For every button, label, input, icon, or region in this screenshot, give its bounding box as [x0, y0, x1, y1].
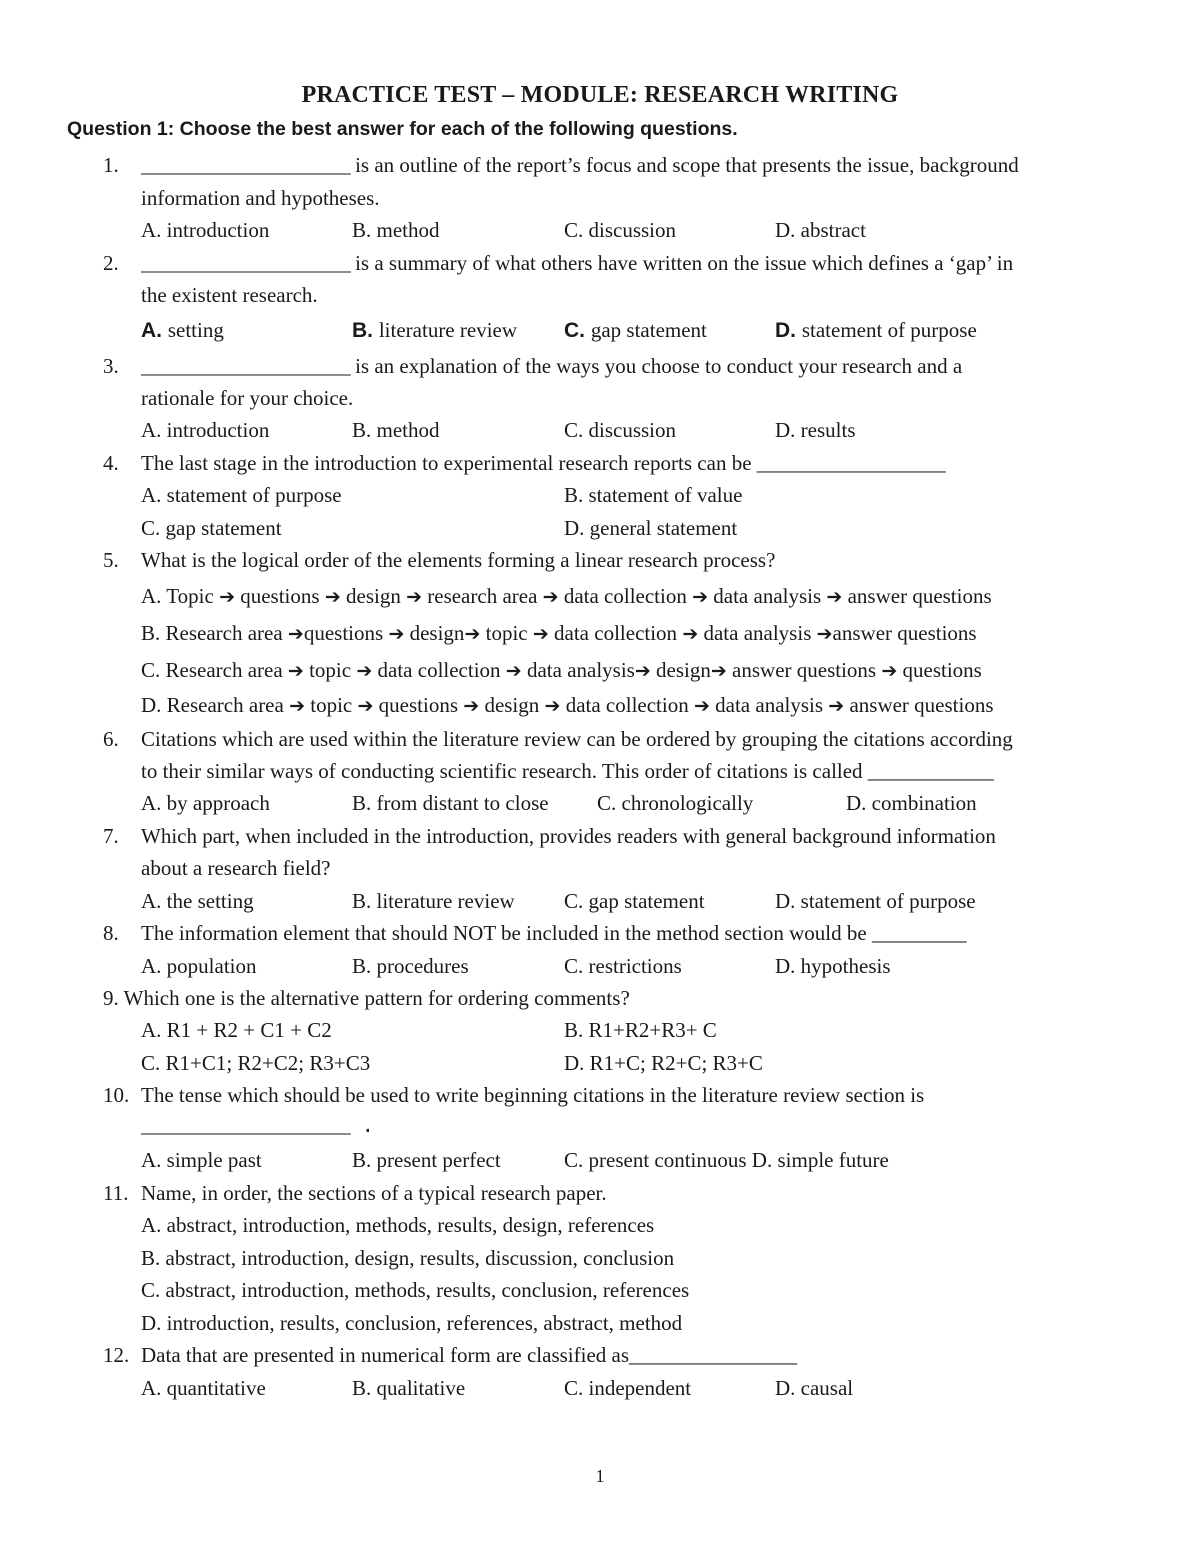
sequence-step: design — [340, 584, 407, 608]
question-text — [141, 249, 1013, 280]
instruction: Question 1: Choose the best answer for each of the following questions. — [67, 118, 738, 140]
option-b: B. method — [352, 418, 440, 442]
question-number: 6. — [103, 727, 119, 751]
sequence-step: design — [479, 693, 545, 717]
arrow-right-icon: ➔ — [219, 586, 235, 608]
option-label: C. — [564, 319, 591, 342]
option-d — [141, 691, 994, 720]
answer-blank: __________________ — [141, 156, 350, 179]
question-text-line: Name, in order, the sections of a typical research paper. — [141, 1181, 607, 1205]
page-title: PRACTICE TEST – MODULE: RESEARCH WRITING — [301, 82, 899, 108]
sequence-step: data analysis — [521, 658, 635, 682]
option-text: gap statement — [590, 318, 707, 342]
option-d: D. abstract — [775, 218, 866, 242]
question-text-line: The tense which should be used to write beginning citations in the literature review section is — [141, 1083, 925, 1107]
sequence-step: D. Research area — [141, 693, 290, 717]
option-d: D. R1+C; R2+C; R3+C — [564, 1051, 763, 1075]
option-b: B. qualitative — [352, 1376, 466, 1400]
arrow-right-icon: ➔ — [505, 660, 522, 682]
option-b: B. procedures — [352, 954, 469, 978]
option-b: B. present perfect — [352, 1148, 501, 1172]
option-a: A. abstract, introduction, methods, results, design, references — [141, 1213, 655, 1237]
sequence-step: C. Research area — [141, 658, 288, 682]
arrow-right-icon: ➔ — [634, 660, 651, 682]
question-number: 12. — [103, 1343, 130, 1367]
sequence-step: data collection — [372, 658, 506, 682]
option-b: B. abstract, introduction, design, results, discussion, conclusion — [141, 1246, 675, 1270]
option-a: A. introduction — [141, 418, 270, 442]
option-d — [775, 316, 977, 345]
question-number: 7. — [103, 824, 119, 848]
sequence-step: questions — [303, 621, 389, 645]
option-d: D. hypothesis — [775, 954, 891, 978]
arrow-right-icon: ➔ — [357, 695, 374, 717]
option-b: B. statement of value — [564, 483, 743, 507]
question-number: 10. — [103, 1083, 130, 1107]
sequence-step: research area — [422, 584, 543, 608]
question-number: 2. — [103, 251, 119, 275]
sequence-step: questions — [234, 584, 325, 608]
option-text: literature review — [378, 318, 518, 342]
sequence-step: B. Research area — [141, 621, 288, 645]
arrow-right-icon: ➔ — [693, 695, 710, 717]
question-text-line: Citations which are used within the literature review can be ordered by grouping the citations according — [141, 727, 1013, 751]
option-b: B. method — [352, 218, 440, 242]
answer-blank: __________________ — [141, 357, 350, 380]
sequence-step: data analysis — [708, 584, 827, 608]
question-number: 1. — [103, 153, 119, 177]
question-text-line: is an explanation of the ways you choose to conduct your research and a — [349, 354, 963, 378]
arrow-right-icon: ➔ — [682, 623, 699, 645]
arrow-right-icon: ➔ — [710, 660, 727, 682]
sequence-step: design — [404, 621, 465, 645]
question-number: 5. — [103, 548, 119, 572]
arrow-right-icon: ➔ — [287, 660, 304, 682]
option-d: D. general statement — [564, 516, 738, 540]
question-text-line: The last stage in the introduction to experimental research reports can be __________________ — [141, 451, 946, 475]
arrow-right-icon: ➔ — [692, 586, 709, 608]
question-number: 8. — [103, 921, 119, 945]
option-d: D. introduction, results, conclusion, references, abstract, method — [141, 1311, 683, 1335]
question-text — [141, 151, 1019, 182]
option-a: A. R1 + R2 + C1 + C2 — [141, 1018, 332, 1042]
sequence-step: answer questions — [832, 621, 977, 645]
option-d: D. causal — [775, 1376, 854, 1400]
question-text — [141, 352, 962, 383]
arrow-right-icon: ➔ — [406, 586, 422, 608]
sequence-step: answer questions — [726, 658, 882, 682]
option-b: B. from distant to close — [352, 791, 549, 815]
arrow-right-icon: ➔ — [881, 660, 898, 682]
arrow-right-icon: ➔ — [826, 586, 843, 608]
arrow-right-icon: ➔ — [324, 586, 341, 608]
sequence-step: data analysis — [698, 621, 817, 645]
option-c: C. discussion — [564, 218, 677, 242]
question-text-line: Which part, when included in the introduction, provides readers with general background information — [141, 824, 996, 848]
option-d: D. combination — [846, 791, 977, 815]
arrow-right-icon: ➔ — [828, 695, 845, 717]
question-number: 3. — [103, 354, 119, 378]
arrow-right-icon: ➔ — [287, 623, 304, 645]
question-text-line: is an outline of the report’s focus and scope that presents the issue, background — [349, 153, 1019, 177]
question-text-line: the existent research. — [141, 283, 318, 307]
sequence-step: answer questions — [844, 693, 994, 717]
question-text-line: information and hypotheses. — [141, 186, 380, 210]
option-label: D. — [775, 319, 802, 342]
arrow-right-icon: ➔ — [289, 695, 305, 717]
option-c — [141, 656, 982, 685]
option-a — [141, 316, 224, 345]
option-c-d: C. present continuous D. simple future — [564, 1148, 889, 1172]
option-text: statement of purpose — [801, 318, 977, 342]
sequence-step: topic — [480, 621, 533, 645]
option-c: C. gap statement — [141, 516, 282, 540]
sequence-step: data collection — [558, 584, 693, 608]
sequence-step: questions — [897, 658, 982, 682]
question-text-line: 9. Which one is the alternative pattern for ordering comments? — [103, 986, 630, 1010]
sequence-step: design — [650, 658, 711, 682]
option-d: D. results — [775, 418, 856, 442]
arrow-right-icon: ➔ — [542, 586, 559, 608]
arrow-right-icon: ➔ — [388, 623, 405, 645]
option-b — [141, 619, 977, 648]
option-c: C. R1+C1; R2+C2; R3+C3 — [141, 1051, 371, 1075]
option-b: B. R1+R2+R3+ C — [564, 1018, 717, 1042]
sequence-step: data collection — [560, 693, 694, 717]
sequence-step: A. Topic — [141, 584, 220, 608]
answer-blank: __________________ . — [141, 1116, 374, 1139]
option-a: A. introduction — [141, 218, 270, 242]
option-a — [141, 582, 992, 611]
arrow-right-icon: ➔ — [816, 623, 833, 645]
sequence-step: data collection — [548, 621, 683, 645]
question-text-line: to their similar ways of conducting scientific research. This order of citations is called ____________ — [141, 759, 994, 783]
option-c: C. restrictions — [564, 954, 682, 978]
sequence-step: answer questions — [842, 584, 992, 608]
option-text: setting — [167, 318, 224, 342]
arrow-right-icon: ➔ — [532, 623, 549, 645]
arrow-right-icon: ➔ — [544, 695, 561, 717]
option-label: A. — [141, 319, 168, 342]
option-a: A. the setting — [141, 889, 254, 913]
question-text-line: The information element that should NOT be included in the method section would be _________ — [141, 921, 967, 945]
option-c: C. abstract, introduction, methods, results, conclusion, references — [141, 1278, 690, 1302]
arrow-right-icon: ➔ — [356, 660, 373, 682]
page-number: 1 — [595, 1466, 605, 1486]
arrow-right-icon: ➔ — [463, 695, 480, 717]
option-b — [352, 316, 517, 345]
arrow-right-icon: ➔ — [464, 623, 481, 645]
option-a: A. statement of purpose — [141, 483, 342, 507]
option-c: C. gap statement — [564, 889, 705, 913]
sequence-step: topic — [303, 658, 357, 682]
option-a: A. population — [141, 954, 257, 978]
option-b: B. literature review — [352, 889, 515, 913]
option-c: C. discussion — [564, 418, 677, 442]
option-c: C. independent — [564, 1376, 692, 1400]
sequence-step: questions — [373, 693, 464, 717]
question-text-line: about a research field? — [141, 856, 331, 880]
option-a: A. by approach — [141, 791, 270, 815]
option-d: D. statement of purpose — [775, 889, 976, 913]
question-text-line: What is the logical order of the elements forming a linear research process? — [141, 548, 776, 572]
option-c: C. chronologically — [597, 791, 754, 815]
question-text-line: rationale for your choice. — [141, 386, 354, 410]
option-a: A. quantitative — [141, 1376, 266, 1400]
sequence-step: data analysis — [709, 693, 829, 717]
answer-blank: __________________ — [141, 254, 350, 277]
question-text-line: is a summary of what others have written on the issue which defines a ‘gap’ in — [349, 251, 1014, 275]
option-label: B. — [352, 319, 379, 342]
sequence-step: topic — [305, 693, 358, 717]
question-number: 11. — [103, 1181, 129, 1205]
question-number: 4. — [103, 451, 119, 475]
option-a: A. simple past — [141, 1148, 262, 1172]
question-text-line: Data that are presented in numerical form are classified as________________ — [141, 1343, 798, 1367]
option-c — [564, 316, 707, 345]
